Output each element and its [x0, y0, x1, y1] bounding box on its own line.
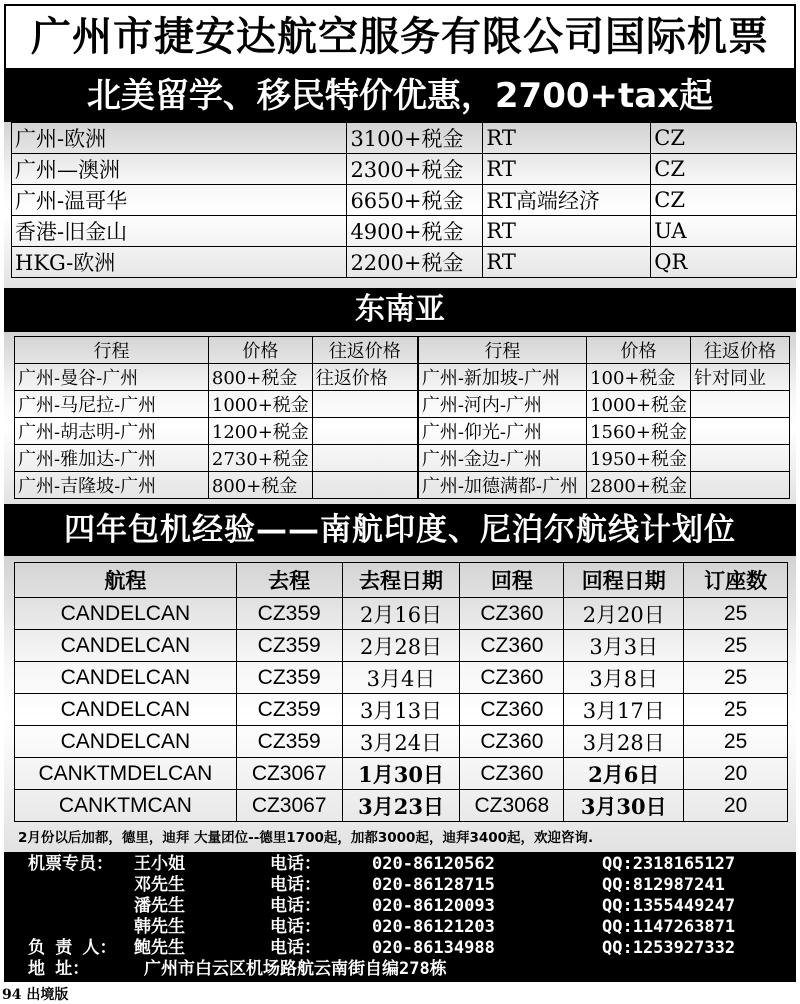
- seats-cell: 25: [684, 662, 788, 694]
- route-cell: 广州-金边-广州: [418, 445, 587, 472]
- return-price-cell: 针对同业: [690, 364, 789, 391]
- phone-number: 020-86134988: [372, 938, 495, 958]
- schedule-row: [15, 790, 788, 822]
- return-date-cell: 2月20日: [564, 598, 684, 630]
- seats-cell: 25: [684, 726, 788, 758]
- seats-cell: 25: [684, 598, 788, 630]
- route-cell: HKG-欧洲: [12, 247, 347, 278]
- phone-label: 电话：: [270, 854, 321, 874]
- return-price-cell: [690, 418, 789, 445]
- schedule-row: [15, 726, 788, 758]
- itinerary-cell: CANKTMCAN: [15, 790, 237, 822]
- seats-cell: 25: [684, 630, 788, 662]
- return-price-cell: [690, 445, 789, 472]
- charter-banner: 四年包机经验——南航印度、尼泊尔航线计划位: [4, 504, 796, 556]
- trip-type-cell: RT: [483, 123, 651, 154]
- fare-row: [12, 154, 797, 185]
- phone-label: 电话：: [270, 896, 321, 916]
- outbound-date-cell: 3月13日: [342, 694, 460, 726]
- trip-type-cell: RT: [483, 154, 651, 185]
- page-footer: 94 出境版: [2, 987, 69, 1003]
- column-header: 航程: [15, 563, 237, 598]
- phone-label: 电话：: [270, 917, 321, 937]
- return-date-cell: 2月6日: [564, 758, 684, 790]
- return-flight-cell: CZ360: [460, 726, 564, 758]
- return-date-cell: 3月8日: [564, 662, 684, 694]
- long-haul-fare-table: [11, 122, 797, 278]
- return-price-cell: [312, 418, 418, 445]
- group-fare-note: 2月份以后加都，德里，迪拜 大量团位--德里1700起，加都3000起，迪拜3400起，欢迎咨询.: [18, 830, 594, 846]
- column-header: 价格: [208, 337, 312, 364]
- trip-type-cell: RT: [483, 216, 651, 247]
- price-cell: 800+税金: [208, 364, 312, 391]
- qq-number: QQ:1355449247: [602, 896, 736, 916]
- outbound-flight-cell: CZ359: [236, 630, 342, 662]
- contact-name: 王小姐: [134, 854, 185, 874]
- fare-row: [15, 391, 790, 418]
- column-header: 回程日期: [564, 563, 684, 598]
- route-cell: 广州-雅加达-广州: [15, 445, 209, 472]
- outbound-flight-cell: CZ359: [236, 726, 342, 758]
- return-date-cell: 3月30日: [564, 790, 684, 822]
- outbound-flight-cell: CZ3067: [236, 758, 342, 790]
- phone-label: 电话：: [270, 938, 321, 958]
- price-cell: 2730+税金: [208, 445, 312, 472]
- airline-cell: UA: [651, 216, 797, 247]
- seats-cell: 20: [684, 758, 788, 790]
- return-flight-cell: CZ360: [460, 630, 564, 662]
- airline-cell: QR: [651, 247, 797, 278]
- price-cell: 1000+税金: [208, 391, 312, 418]
- fare-row: [12, 247, 797, 278]
- airline-cell: CZ: [651, 154, 797, 185]
- fare-row: [15, 472, 790, 499]
- phone-number: 020-86128715: [372, 875, 495, 895]
- schedule-row: [15, 662, 788, 694]
- price-cell: 100+税金: [587, 364, 691, 391]
- return-price-cell: [690, 472, 789, 499]
- southeast-asia-fare-table: [14, 336, 790, 499]
- contact-role: 机票专员：: [28, 854, 113, 874]
- itinerary-cell: CANDELCAN: [15, 694, 237, 726]
- route-cell: 广州-仰光-广州: [418, 418, 587, 445]
- price-cell: 1200+税金: [208, 418, 312, 445]
- fare-row: [15, 418, 790, 445]
- qq-number: QQ:1253927332: [602, 938, 736, 958]
- outbound-date-cell: 3月23日: [342, 790, 460, 822]
- return-flight-cell: CZ360: [460, 758, 564, 790]
- route-cell: 广州-加德满都-广州: [418, 472, 587, 499]
- outbound-date-cell: 2月16日: [342, 598, 460, 630]
- schedule-row: [15, 630, 788, 662]
- return-date-cell: 3月3日: [564, 630, 684, 662]
- outbound-flight-cell: CZ359: [236, 662, 342, 694]
- contact-name: 潘先生: [134, 896, 185, 916]
- column-header: 去程日期: [342, 563, 460, 598]
- north-america-banner: 北美留学、移民特价优惠，2700+tax起: [4, 70, 796, 122]
- column-header: 行程: [418, 337, 587, 364]
- route-cell: 广州-温哥华: [12, 185, 347, 216]
- address-value: 广州市白云区机场路航云南街自编278栋: [144, 959, 447, 979]
- trip-type-cell: RT高端经济: [483, 185, 651, 216]
- price-cell: 1950+税金: [587, 445, 691, 472]
- price-cell: 6650+税金: [347, 185, 483, 216]
- outbound-date-cell: 3月24日: [342, 726, 460, 758]
- return-flight-cell: CZ3068: [460, 790, 564, 822]
- schedule-row: [15, 598, 788, 630]
- fare-row: [15, 364, 790, 391]
- price-cell: 2300+税金: [347, 154, 483, 185]
- route-cell: 香港-旧金山: [12, 216, 347, 247]
- column-header: 订座数: [684, 563, 788, 598]
- address-label: 地 址：: [28, 959, 90, 979]
- page-title: 广州市捷安达航空服务有限公司国际机票: [4, 4, 796, 70]
- return-price-cell: [312, 391, 418, 418]
- qq-number: QQ:1147263871: [602, 917, 736, 937]
- return-flight-cell: CZ360: [460, 598, 564, 630]
- route-cell: 广州—澳洲: [12, 154, 347, 185]
- outbound-flight-cell: CZ359: [236, 598, 342, 630]
- seats-cell: 25: [684, 694, 788, 726]
- itinerary-cell: CANKTMDELCAN: [15, 758, 237, 790]
- itinerary-cell: CANDELCAN: [15, 662, 237, 694]
- price-cell: 2800+税金: [587, 472, 691, 499]
- return-price-cell: [312, 445, 418, 472]
- contact-block: [4, 852, 796, 982]
- outbound-flight-cell: CZ359: [236, 694, 342, 726]
- price-cell: 1000+税金: [587, 391, 691, 418]
- seats-cell: 20: [684, 790, 788, 822]
- qq-number: QQ:2318165127: [602, 854, 736, 874]
- trip-type-cell: RT: [483, 247, 651, 278]
- column-header: 去程: [236, 563, 342, 598]
- price-cell: 1560+税金: [587, 418, 691, 445]
- column-header: 行程: [15, 337, 209, 364]
- charter-schedule-table: [14, 562, 788, 822]
- route-cell: 广州-欧洲: [12, 123, 347, 154]
- price-cell: 800+税金: [208, 472, 312, 499]
- contact-role: 负 责 人：: [28, 938, 117, 958]
- fare-row: [12, 185, 797, 216]
- itinerary-cell: CANDELCAN: [15, 726, 237, 758]
- fare-row: [12, 216, 797, 247]
- outbound-flight-cell: CZ3067: [236, 790, 342, 822]
- fare-row: [15, 445, 790, 472]
- outbound-date-cell: 2月28日: [342, 630, 460, 662]
- airline-cell: CZ: [651, 185, 797, 216]
- price-cell: 2200+税金: [347, 247, 483, 278]
- itinerary-cell: CANDELCAN: [15, 630, 237, 662]
- phone-label: 电话：: [270, 875, 321, 895]
- contact-name: 鲍先生: [134, 938, 185, 958]
- schedule-row: [15, 694, 788, 726]
- return-price-cell: [312, 472, 418, 499]
- column-header: 往返价格: [690, 337, 789, 364]
- airline-cell: CZ: [651, 123, 797, 154]
- table-header-row: [15, 337, 790, 364]
- schedule-row: [15, 758, 788, 790]
- qq-number: QQ:812987241: [602, 875, 725, 895]
- column-header: 往返价格: [312, 337, 418, 364]
- return-price-cell: 往返价格: [312, 364, 418, 391]
- return-flight-cell: CZ360: [460, 694, 564, 726]
- contact-name: 韩先生: [134, 917, 185, 937]
- column-header: 价格: [587, 337, 691, 364]
- phone-number: 020-86121203: [372, 917, 495, 937]
- table-header-row: [15, 563, 788, 598]
- route-cell: 广州-马尼拉-广州: [15, 391, 209, 418]
- route-cell: 广州-吉隆坡-广州: [15, 472, 209, 499]
- outbound-date-cell: 1月30日: [342, 758, 460, 790]
- southeast-asia-banner: 东南亚: [4, 288, 796, 332]
- outbound-date-cell: 3月4日: [342, 662, 460, 694]
- route-cell: 广州-曼谷-广州: [15, 364, 209, 391]
- route-cell: 广州-胡志明-广州: [15, 418, 209, 445]
- return-date-cell: 3月28日: [564, 726, 684, 758]
- return-date-cell: 3月17日: [564, 694, 684, 726]
- itinerary-cell: CANDELCAN: [15, 598, 237, 630]
- price-cell: 3100+税金: [347, 123, 483, 154]
- contact-name: 邓先生: [134, 875, 185, 895]
- phone-number: 020-86120562: [372, 854, 495, 874]
- route-cell: 广州-河内-广州: [418, 391, 587, 418]
- return-flight-cell: CZ360: [460, 662, 564, 694]
- phone-number: 020-86120093: [372, 896, 495, 916]
- fare-row: [12, 123, 797, 154]
- route-cell: 广州-新加坡-广州: [418, 364, 587, 391]
- return-price-cell: [690, 391, 789, 418]
- price-cell: 4900+税金: [347, 216, 483, 247]
- column-header: 回程: [460, 563, 564, 598]
